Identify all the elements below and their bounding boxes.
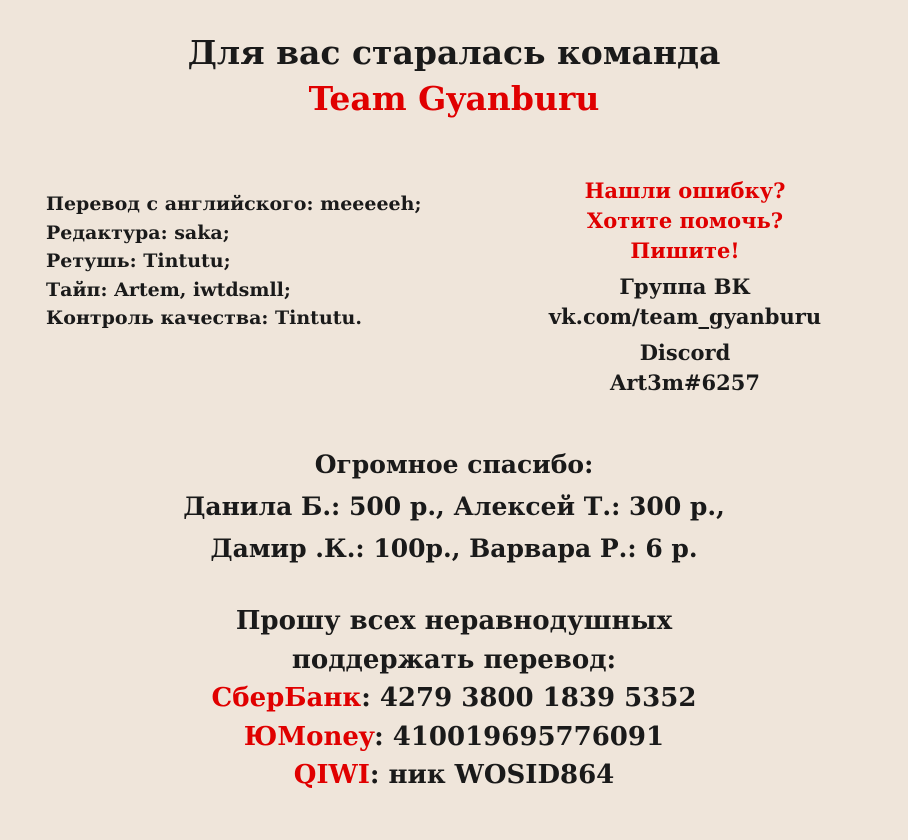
payment-qiwi bbox=[0, 756, 908, 795]
discord-handle: Art3m#6257 bbox=[610, 370, 760, 395]
contact-question-error: Нашли ошибку? bbox=[584, 178, 786, 203]
payment-sberbank bbox=[0, 679, 908, 718]
payment-sberbank-value: : 4279 3800 1839 5352 bbox=[361, 683, 697, 713]
payment-qiwi-name: QIWI bbox=[293, 760, 370, 790]
contact-block bbox=[520, 176, 850, 398]
thanks-line-1: Данила Б.: 500 р., Алексей Т.: 300 р., bbox=[183, 492, 725, 521]
discord-label: Discord bbox=[639, 340, 731, 365]
team-name: Team Gyanburu bbox=[308, 79, 600, 118]
payment-sberbank-name: СберБанк bbox=[211, 683, 362, 713]
payment-yumoney bbox=[0, 718, 908, 757]
support-line-2: поддержать перевод: bbox=[291, 644, 617, 675]
thanks-block bbox=[0, 444, 908, 570]
credit-retouch: Ретушь: Tintutu; bbox=[46, 250, 231, 272]
support-block bbox=[0, 602, 908, 795]
contact-question-help: Хотите помочь? bbox=[586, 208, 784, 233]
credit-quality-control: Контроль качества: Tintutu. bbox=[46, 307, 362, 329]
credits-list bbox=[46, 190, 506, 333]
credit-translation: Перевод с английского: meeeeeh; bbox=[46, 193, 422, 215]
vk-link[interactable]: vk.com/team_gyanburu bbox=[548, 304, 822, 329]
payment-qiwi-value: : ник WOSID864 bbox=[369, 760, 615, 790]
payment-yumoney-value: : 410019695776091 bbox=[374, 721, 665, 752]
header bbox=[0, 30, 908, 122]
payment-yumoney-name: ЮMoney bbox=[243, 721, 375, 752]
vk-label: Группа ВК bbox=[619, 274, 751, 299]
contact-question-write: Пишите! bbox=[630, 238, 740, 263]
support-line-1: Прошу всех неравнодушных bbox=[235, 606, 673, 636]
thanks-line-2: Дамир .К.: 100р., Варвара Р.: 6 р. bbox=[210, 534, 698, 563]
thanks-title: Огромное спасибо: bbox=[314, 450, 594, 479]
credit-typesetting: Тайп: Artem, iwtdsmll; bbox=[46, 278, 291, 301]
header-title: Для вас старалась команда bbox=[187, 33, 721, 72]
credit-editing: Редактура: saka; bbox=[46, 221, 230, 244]
